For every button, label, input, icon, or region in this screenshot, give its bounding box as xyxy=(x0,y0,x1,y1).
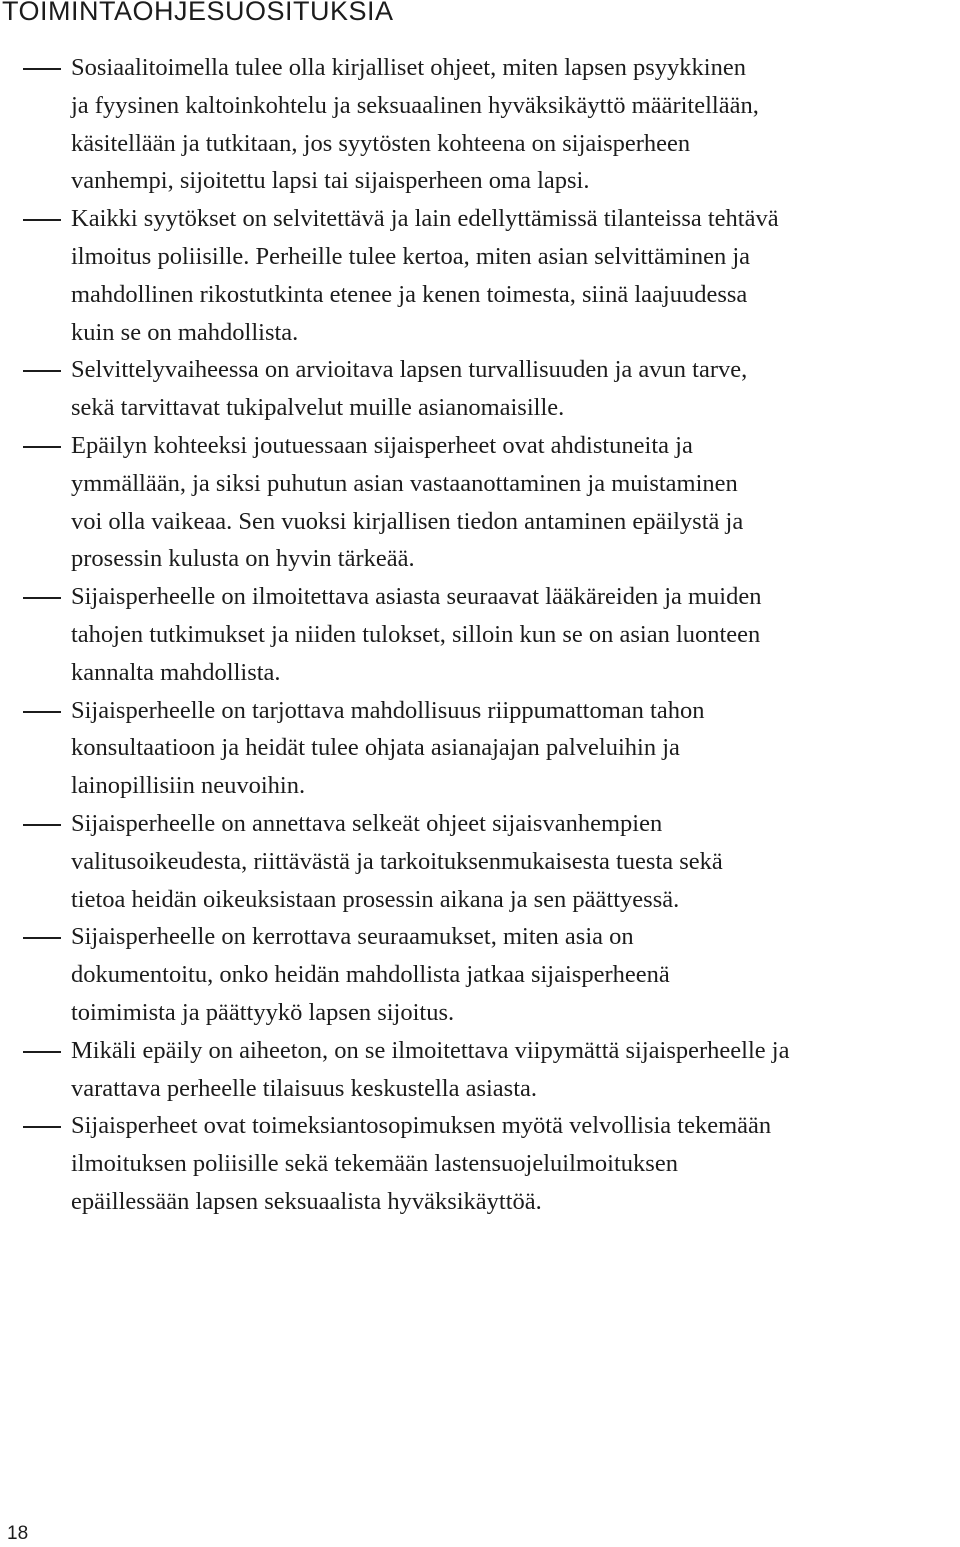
recommendations-list xyxy=(0,49,960,1221)
dash-bullet-icon xyxy=(23,578,61,616)
dash-bullet-icon xyxy=(23,1107,61,1145)
list-item-text: Sijaisperheet ovat toimeksiantosopimuksen myötä velvollisia tekemään ilmoituksen poliisille sekä tekemään lastensuojeluilmoituksen epäillessään lapsen seksuaalista hyväksikäyttöä. xyxy=(71,1112,772,1215)
dash-bullet-icon xyxy=(23,805,61,843)
list-item xyxy=(0,49,960,200)
list-item xyxy=(0,427,960,578)
list-item xyxy=(0,1032,960,1108)
list-item xyxy=(0,918,960,1031)
list-item-text: Sijaisperheelle on tarjottava mahdollisuus riippumattoman tahon konsultaatioon ja heidät tulee ohjata asianajajan palveluihin ja lainopillisiin neuvoihin. xyxy=(71,696,705,800)
dash-bullet-icon xyxy=(23,918,61,956)
list-item xyxy=(0,805,960,918)
dash-bullet-icon xyxy=(23,351,61,389)
page-heading: TOIMINTAOHJESUOSITUKSIA xyxy=(2,0,394,26)
list-item-text: Kaikki syytökset on selvitettävä ja lain edellyttämissä tilanteissa tehtävä ilmoitus poliisille. Perheille tulee kertoa, miten asian selvittäminen ja mahdollinen rikostutkinta etenee ja kenen toimesta, siinä laajuudessa kuin se on mahdollista. xyxy=(71,205,779,346)
list-item-text: Sijaisperheelle on annettava selkeät ohjeet sijaisvanhempien valitusoikeudesta, riittävästä ja tarkoituksenmukaisesta tuesta sekä tietoa heidän oikeuksistaan prosessin aikana ja sen päättyessä. xyxy=(71,809,723,913)
list-item-text: Mikäli epäily on aiheeton, on se ilmoitettava viipymättä sijaisperheelle ja varattava perheelle tilaisuus keskustella asiasta. xyxy=(71,1036,790,1102)
list-item-text: Selvittelyvaiheessa on arvioitava lapsen turvallisuuden ja avun tarve, sekä tarvittavat tukipalvelut muille asianomaisille. xyxy=(71,356,748,422)
page-number: 18 xyxy=(7,1523,29,1544)
dash-bullet-icon xyxy=(23,200,61,238)
dash-bullet-icon xyxy=(23,692,61,730)
dash-bullet-icon xyxy=(23,427,61,465)
list-item xyxy=(0,200,960,351)
list-item xyxy=(0,1107,960,1220)
list-item xyxy=(0,578,960,691)
list-item-text: Epäilyn kohteeksi joutuessaan sijaisperheet ovat ahdistuneita ja ymmällään, ja siksi puhutun asian vastaanottaminen ja muistaminen voi olla vaikeaa. Sen vuoksi kirjallisen tiedon antaminen epäilystä ja prosessin kulusta on hyvin tärkeää. xyxy=(71,431,744,573)
list-item xyxy=(0,692,960,805)
dash-bullet-icon xyxy=(23,49,61,87)
list-item xyxy=(0,351,960,427)
list-item-text: Sijaisperheelle on ilmoitettava asiasta seuraavat lääkäreiden ja muiden tahojen tutkimukset ja niiden tulokset, silloin kun se on asian luonteen kannalta mahdollista. xyxy=(71,583,762,686)
list-item-text: Sijaisperheelle on kerrottava seuraamukset, miten asia on dokumentoitu, onko heidän mahdollista jatkaa sijaisperheenä toimimista ja päättyykö lapsen sijoitus. xyxy=(71,923,670,1026)
list-item-text: Sosiaalitoimella tulee olla kirjalliset ohjeet, miten lapsen psyykkinen ja fyysinen kaltoinkohtelu ja seksuaalinen hyväksikäyttö määritellään, käsitellään ja tutkitaan, jos syytösten kohteena on sijaisperheen vanhempi, sijoitettu lapsi tai sijaisperheen oma lapsi. xyxy=(71,54,759,195)
dash-bullet-icon xyxy=(23,1032,61,1070)
